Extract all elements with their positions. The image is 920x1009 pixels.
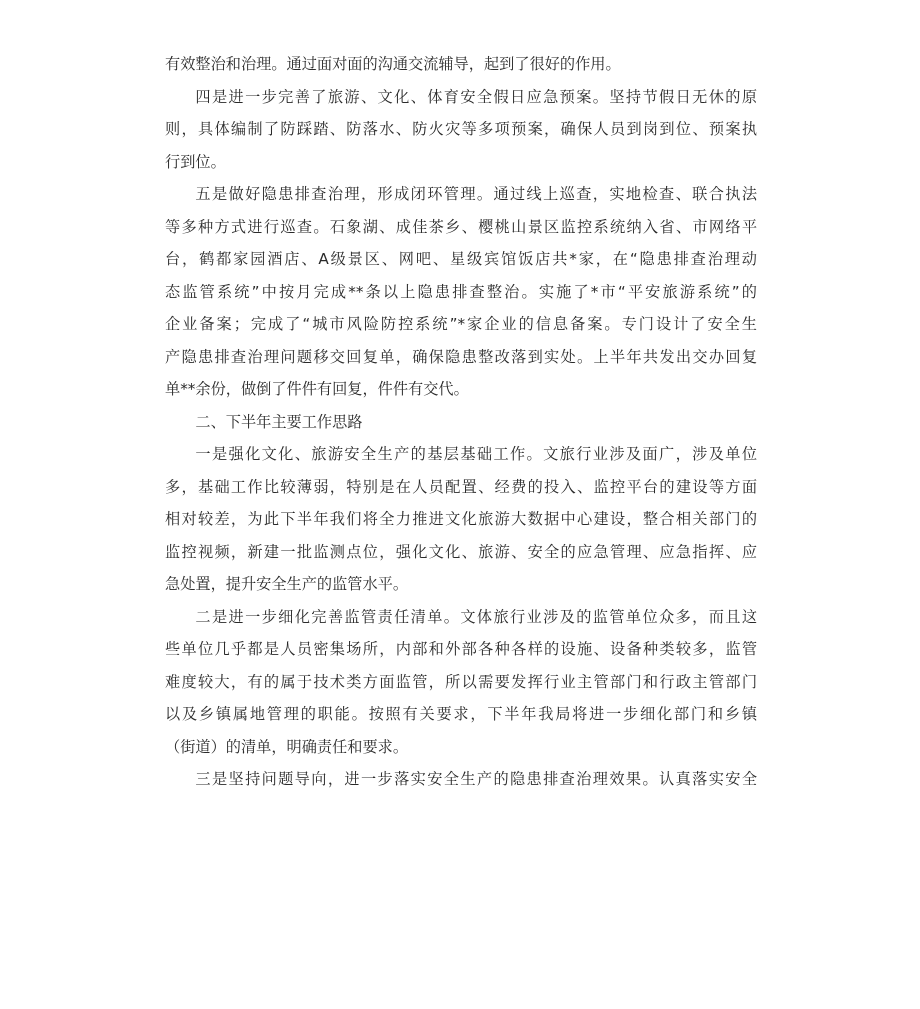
text-line: 以及乡镇属地管理的职能。按照有关要求，下半年我局将进一步细化部门和乡镇	[165, 705, 757, 723]
text-line: 态监管系统”中按月完成**条以上隐患排查整治。实施了*市“平安旅游系统”的	[165, 282, 757, 301]
text-line: 企业备案；完成了“城市风险防控系统”*家企业的信息备案。专门设计了安全生	[165, 315, 757, 333]
document-body	[165, 48, 757, 796]
text-line: 一是强化文化、旅游安全生产的基层基础工作。文旅行业涉及面广，涉及单位	[195, 445, 757, 463]
paragraph-p0	[165, 48, 757, 81]
text-line: 等多种方式进行巡查。石象湖、成佳茶乡、樱桃山景区监控系统纳入省、市网络平	[165, 217, 757, 236]
text-line: 二、下半年主要工作思路	[195, 412, 363, 431]
text-line: 五是做好隐患排查治理，形成闭环管理。通过线上巡查，实地检查、联合执法	[195, 185, 757, 203]
text-line: 二是进一步细化完善监管责任清单。文体旅行业涉及的监管单位众多，而且这	[195, 607, 757, 626]
text-line: 难度较大，有的属于技术类方面监管，所以需要发挥行业主管部门和行政主管部门	[165, 672, 757, 691]
paragraph-p4	[165, 438, 757, 601]
text-line: 则，具体编制了防踩踏、防落水、防火灾等多项预案，确保人员到岗到位、预案执	[165, 120, 757, 138]
text-line: 单**余份，做倒了件件有回复，件件有交代。	[165, 380, 469, 398]
paragraph-p6	[165, 763, 757, 796]
text-line: 三是坚持问题导向，进一步落实安全生产的隐患排查治理效果。认真落实安全	[195, 770, 757, 788]
text-line: 些单位几乎都是人员密集场所，内部和外部各种各样的设施、设备种类较多，监管	[165, 640, 757, 658]
text-line: 产隐患排查治理问题移交回复单，确保隐患整改落到实处。上半年共发出交办回复	[165, 347, 757, 366]
text-line: 台，鹤都家园酒店、A级景区、网吧、星级宾馆饭店共*家，在“隐患排查治理动	[165, 250, 757, 268]
text-line: 有效整治和治理。通过面对面的沟通交流辅导，起到了很好的作用。	[165, 55, 621, 73]
paragraph-p5	[165, 601, 757, 764]
text-line: 四是进一步完善了旅游、文化、体育安全假日应急预案。坚持节假日无休的原	[195, 87, 757, 106]
paragraph-p1	[165, 81, 757, 179]
text-line: （街道）的清单，明确责任和要求。	[165, 737, 408, 756]
text-line: 多，基础工作比较薄弱，特别是在人员配置、经费的投入、监控平台的建设等方面	[165, 477, 757, 496]
text-line: 相对较差，为此下半年我们将全力推进文化旅游大数据中心建设，整合相关部门的	[165, 510, 757, 528]
paragraph-p2	[165, 178, 757, 406]
text-line: 急处置，提升安全生产的监管水平。	[165, 575, 408, 593]
text-line: 监控视频，新建一批监测点位，强化文化、旅游、安全的应急管理、应急指挥、应	[165, 542, 757, 561]
text-line: 行到位。	[165, 152, 226, 171]
paragraph-p3	[165, 406, 757, 439]
